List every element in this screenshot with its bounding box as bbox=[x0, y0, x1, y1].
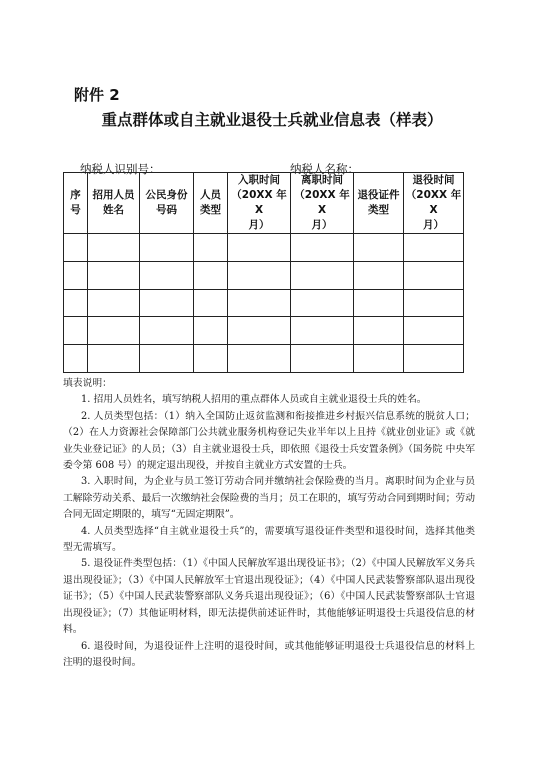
table-cell bbox=[291, 345, 354, 373]
col-discharge-date: 退役时间 （20XX 年 X 月） bbox=[404, 173, 464, 234]
table-cell bbox=[291, 289, 354, 317]
table-body bbox=[64, 234, 464, 373]
fill-instructions bbox=[63, 376, 475, 671]
table-cell bbox=[354, 289, 404, 317]
table-cell bbox=[64, 234, 88, 262]
table-cell bbox=[88, 289, 140, 317]
table-cell bbox=[404, 317, 464, 345]
instruction-item: 4. 人员类型选择“自主就业退役士兵”的，需要填写退役证件类型和退役时间，选择其他类型无需填写。 bbox=[63, 525, 475, 554]
col-name: 招用人员 姓名 bbox=[88, 173, 140, 234]
table-cell bbox=[64, 261, 88, 289]
instruction-item: 6. 退役时间，为退役证件上注明的退役时间，或其他能够证明退役士兵退役信息的材料上注明的退役时间。 bbox=[63, 640, 475, 668]
table-cell bbox=[194, 317, 228, 345]
table-cell bbox=[194, 289, 228, 317]
table-cell bbox=[140, 261, 194, 289]
col-id-number: 公民身份 号码 bbox=[140, 173, 194, 234]
table-cell bbox=[404, 289, 464, 317]
table-cell bbox=[194, 261, 228, 289]
table-cell bbox=[404, 234, 464, 262]
table-header-row bbox=[64, 173, 464, 234]
table-cell bbox=[354, 234, 404, 262]
table-cell bbox=[64, 345, 88, 373]
table-cell bbox=[64, 289, 88, 317]
instructions-heading: 填表说明： bbox=[63, 378, 112, 389]
table-row bbox=[64, 345, 464, 373]
table-cell bbox=[140, 317, 194, 345]
info-table bbox=[63, 172, 464, 373]
table-cell bbox=[140, 234, 194, 262]
instruction-item: 3. 入职时间，为企业与员工签订劳动合同并缴纳社会保险费的当月。离职时间为企业与员工解除劳动关系、最后一次缴纳社会保险费的当月；员工在职的，填写劳动合同到期时间；劳动合同无固定期限的，填写“无固定期限”。 bbox=[63, 476, 475, 521]
table-cell bbox=[404, 345, 464, 373]
table-row bbox=[64, 234, 464, 262]
table-cell bbox=[354, 317, 404, 345]
page-title: 重点群体或自主就业退役士兵就业信息表（样表） bbox=[101, 111, 443, 129]
table-row bbox=[64, 289, 464, 317]
table-cell bbox=[140, 345, 194, 373]
instruction-item: 2. 人员类型包括：（1）纳入全国防止返贫监测和衔接推进乡村振兴信息系统的脱贫人口；（2）在人力资源社会保障部门公共就业服务机构登记失业半年以上且持《就业创业证》或《就业失业登记证》的人员；（3）自主就业退役士兵，即依照《退役士兵安置条例》（国务院 中央军委令第 608 号）的规定退出现役，并按自主就业方式安置的士兵。 bbox=[63, 410, 475, 472]
table-cell bbox=[140, 289, 194, 317]
table-cell bbox=[228, 345, 291, 373]
table-cell bbox=[194, 345, 228, 373]
table-cell bbox=[88, 261, 140, 289]
col-index: 序 号 bbox=[64, 173, 88, 234]
table-cell bbox=[64, 317, 88, 345]
attachment-label: 附件 2 bbox=[74, 86, 120, 104]
table-cell bbox=[88, 345, 140, 373]
table-cell bbox=[354, 261, 404, 289]
table-cell bbox=[354, 345, 404, 373]
table-cell bbox=[291, 261, 354, 289]
table-cell bbox=[404, 261, 464, 289]
table-cell bbox=[88, 317, 140, 345]
taxpayer-name-label: 纳税人名称： bbox=[290, 162, 359, 176]
col-leave-date: 离职时间 （20XX 年 X 月） bbox=[291, 173, 354, 234]
table-row bbox=[64, 261, 464, 289]
col-person-type: 人员 类型 bbox=[194, 173, 228, 234]
table-row bbox=[64, 317, 464, 345]
table-cell bbox=[88, 234, 140, 262]
table-cell bbox=[291, 317, 354, 345]
instruction-item: 5. 退役证件类型包括：（1）《中国人民解放军退出现役证书》；（2）《中国人民解放军义务兵退出现役证》；（3）《中国人民解放军士官退出现役证》；（4）《中国人民武装警察部队退出现役证书》；（5）《中国人民武装警察部队义务兵退出现役证》；（6）《中国人民武装警察部队士官退出现役证》；（7）其他证明材料，即无法提供前述证件时，其他能够证明退役士兵退役信息的材料。 bbox=[63, 558, 475, 636]
col-discharge-cert-type: 退役证件 类型 bbox=[354, 173, 404, 234]
col-hire-date: 入职时间 （20XX 年 X 月） bbox=[228, 173, 291, 234]
taxpayer-id-label: 纳税人识别号： bbox=[80, 162, 161, 176]
table-cell bbox=[228, 234, 291, 262]
instruction-item: 1. 招用人员姓名，填写纳税人招用的重点群体人员或自主就业退役士兵的姓名。 bbox=[81, 394, 427, 406]
table-cell bbox=[194, 234, 228, 262]
table-cell bbox=[228, 289, 291, 317]
table-cell bbox=[228, 261, 291, 289]
table-cell bbox=[291, 234, 354, 262]
table-cell bbox=[228, 317, 291, 345]
